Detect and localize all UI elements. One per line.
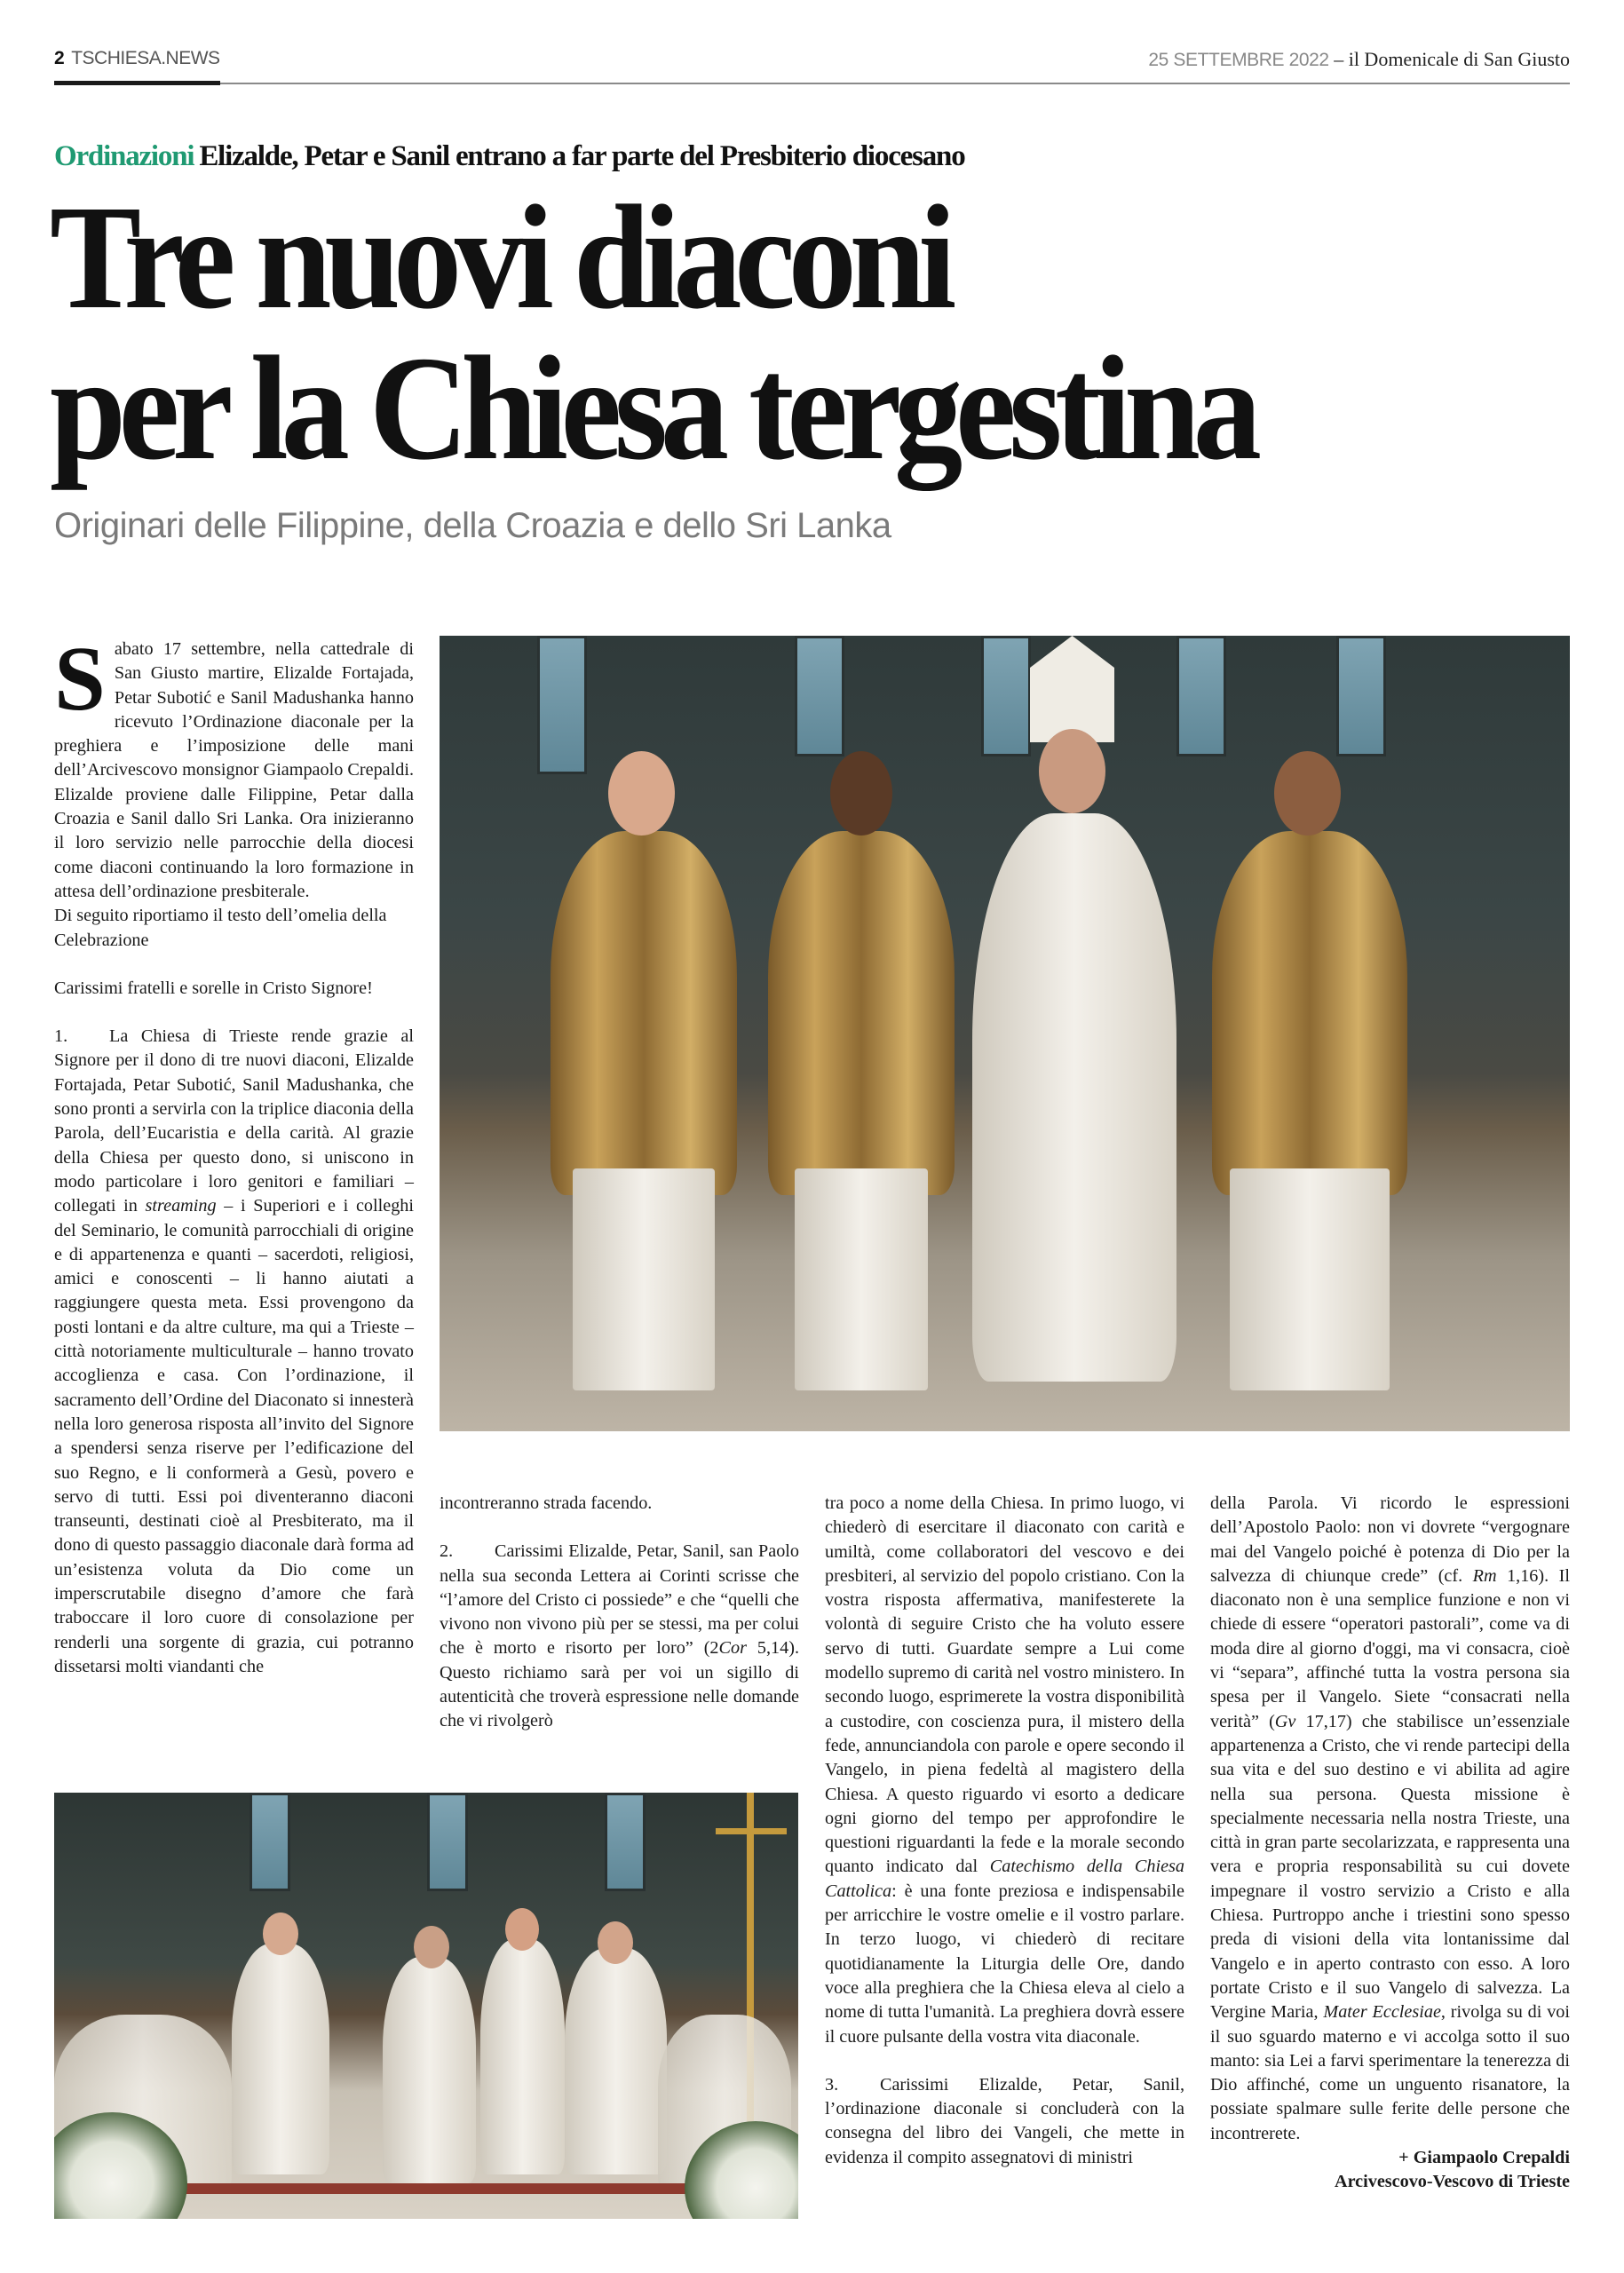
title-line-2: per la Chiesa tergestina [50, 326, 1255, 491]
title-line-1: Tre nuovi diaconi [50, 175, 949, 340]
header-separator: – [1328, 48, 1349, 70]
intro-followup: Di seguito riportiamo il testo dell’omelia della Celebrazione [54, 906, 387, 950]
article-subtitle: Originari delle Filippine, della Croazia e dello Sri Lanka [54, 506, 891, 545]
paragraph-number: 1. [54, 1026, 68, 1047]
page-header-left [54, 48, 220, 69]
paragraph-text: Carissimi Elizalde, Petar, Sanil, l’ordinazione diaconale si concluderà con la consegna del libro dei Vangeli, che mette in evidenza il compito assegnatovi di ministri [825, 2074, 1184, 2167]
column-4 [1210, 1492, 1570, 2195]
signature-role: Arcivescovo-Vescovo di Trieste [1335, 2172, 1570, 2192]
secondary-photo-ordination-rite [54, 1793, 798, 2219]
intro-paragraph [54, 628, 414, 904]
homily-paragraph-3 [825, 2073, 1184, 2170]
article-title [50, 175, 1255, 491]
column-3 [825, 1492, 1184, 2170]
paragraph-text: – i Superiori e i colleghi del Seminario, le comunità parrocchiali di origine e di appartenenza e quanti – sacerdoti, religiosi, amici e conoscenti – li hanno aiutati a raggiungere questa meta. Essi provengono da posti lontani e da altre culture, ma qui a Trieste – città notoriamente multiculturale – hanno trovato accoglienza e casa. Con l’ordinazione, il sacramento dell’Ordine del Diaconato si innesterà nella loro generosa risposta all’invito del Signore a spendersi senza riserve per l’edificazione del suo Regno, e li conformerà a Gesù, povero e servo di tutti. Essi poi diventeranno diaconi transeunti, destinati cioè al Presbiterato, ma il dono di questo passaggio diaconale darà forma ad un’esistenza voluta da Dio come un imperscrutabile disegno d’amore che farà traboccare il loro cuore di consolazione per renderli una sorgente di grazia, cui potranno dissetarsi molti viandanti che [54, 1196, 414, 1676]
paragraph-text: , rivolga su di voi il suo sguardo materno e vi accolga sotto il suo manto: sia Lei a farvi sperimentare la tenerezza di Dio affinché, come un unguento risanatore, la possiate spalmare sulle ferite delle persone che incontrerete. [1210, 2002, 1570, 2143]
italic-term: Catechismo della Chiesa Cattolica [825, 1857, 1184, 1901]
column-1 [54, 628, 414, 1679]
header-rule [54, 83, 1570, 84]
kicker-text: Elizalde, Petar e Sanil entrano a far parte del Presbiterio diocesano [199, 140, 965, 172]
page-number: 2 [54, 48, 65, 68]
paragraph-text: 1,16). Il diaconato non è una semplice funzione e non vi chiede di essere “operatori pastorali”, come va di moda dire al giorno d'oggi, ma vi consacra, cioè vi “separa”, affinché tutta la vostra persona sia spesa per il Vangelo. Siete “consacrati nella verità” ( [1210, 1565, 1570, 1731]
section-label: Ordinazioni [54, 140, 194, 172]
italic-term: Rm [1472, 1565, 1497, 1586]
paragraph-text: 5,14). Questo richiamo sarà per voi un sigillo di autenticità che troverà espressione nelle domande che vi rivolgerò [440, 1638, 799, 1731]
article-kicker [54, 140, 965, 173]
paragraph-number: 2. [440, 1541, 454, 1562]
greeting: Carissimi fratelli e sorelle in Cristo Signore! [54, 978, 373, 998]
paragraph-text: Carissimi Elizalde, Petar, Sanil, san Paolo nella sua seconda Lettera ai Corinti scrisse che “l’amore del Cristo ci possiede” e che “quelli che vivono non vivono più per se stessi, ma per colui che è morto e risorto per loro” (2 [440, 1541, 799, 1659]
italic-term: Gv [1274, 1711, 1296, 1731]
paragraph-text: La Chiesa di Trieste rende grazie al Signore per il dono di tre nuovi diaconi, Elizalde Fortajada, Petar Subotić, Sanil Madushanka, che sono pronti a servirla con la triplice diaconia della Parola, dell’Eucaristia e della carità. Al grazie della Chiesa per questo dono, si uniscono in modo particolare i loro genitori e familiari – collegati in [54, 1026, 414, 1216]
page-header-right [1148, 48, 1570, 71]
issue-date: 25 SETTEMBRE 2022 [1148, 50, 1329, 70]
intro-text: abato 17 settembre, nella cattedrale di San Giusto martire, Elizalde Fortajada, Petar Subotić e Sanil Madushanka hanno ricevuto l’Ordinazione diaconale per la preghiera e l’imposizione delle mani dell’Arcivescovo monsignor Giampaolo Crepaldi. Elizalde proviene dalle Filippine, Petar dalla Croazia e Sanil dallo Sri Lanka. Ora inizieranno il loro servizio nelle parrocchie della diocesi come diaconi continuando la loro formazione in attesa dell’ordinazione presbiterale. [54, 639, 414, 901]
paragraph-text: 17,17) che stabilisce un’essenziale appartenenza a Cristo, che vi rende partecipi della sua vita e del suo destino e vi abilita ad agire nella sua persona. Questa missione è specialmente necessaria nella nostra Trieste, una città in gran parte secolarizzata, e rappresenta una vera e propria responsabilità su cui dovete impegnare il vostro servizio a Cristo e alla Chiesa. Purtroppo anche i triestini sono spesso preda di visioni della vita lontanissime dal Vangelo e in aperto contrasto con esso. A loro portate Cristo e il suo Vangelo di salvezza. La Vergine Maria, [1210, 1711, 1570, 2023]
paragraph-text: : è una fonte preziosa e indispensabile per arricchire le vostre omelie e il vostro parlare. In terzo luogo, vi chiederò di recitare quotidianamente la Liturgia delle Ore, dando voce alla preghiera che la Chiesa eleva al cielo a nome di tutta l'umanità. La preghiera dovrà essere il cuore pulsante della vostra vita diaconale. [825, 1881, 1184, 2047]
homily-paragraph-2-cont [825, 1492, 1184, 2049]
paragraph-number: 3. [825, 2074, 839, 2095]
italic-term: Cor [718, 1638, 747, 1659]
publication-name: il Domenicale di San Giusto [1348, 48, 1570, 70]
paragraph-text: tra poco a nome della Chiesa. In primo luogo, vi chiederò di esercitare il diaconato con carità e umiltà, come collaboratori del vescovo e dei presbiteri, al servizio del popolo cristiano. Con la vostra risposta affermativa, manifesterete la volontà di seguire Cristo che ha voluto essere servo di tutti. Guardate sempre a Lui come modello supremo di carità nel vostro ministero. In secondo luogo, esprimerete la vostra disponibilità a custodire, con coscienza pura, il mistero della fede, annunciandola con parole e opere secondo il Vangelo, in piena fedeltà al magistero della Chiesa. A questo riguardo vi esorto a dedicare ogni giorno del tempo per approfondire le questioni riguardanti la fede e la morale secondo quanto indicato dal [825, 1493, 1184, 1877]
homily-paragraph-1-end: incontreranno strada facendo. [440, 1493, 653, 1513]
homily-paragraph-3-cont [1210, 1492, 1570, 2146]
italic-term: streaming [145, 1196, 217, 1216]
column-2 [440, 1492, 799, 1734]
homily-paragraph-1 [54, 1025, 414, 1679]
main-photo-ordained-deacons [440, 636, 1570, 1431]
header-rule-accent [54, 81, 220, 85]
drop-cap: S [54, 628, 106, 730]
signature-name: + Giampaolo Crepaldi [1398, 2148, 1570, 2168]
italic-term: Mater Ecclesiae [1323, 2002, 1441, 2023]
paragraph-text: della Parola. Vi ricordo le espressioni dell’Apostolo Paolo: non vi dovrete “vergognare mai del Vangelo poiché è potenza di Dio per la salvezza di chiunque crede” (cf. [1210, 1493, 1570, 1586]
site-name[interactable]: TSCHIESA.NEWS [71, 48, 220, 68]
homily-paragraph-2 [440, 1540, 799, 1733]
